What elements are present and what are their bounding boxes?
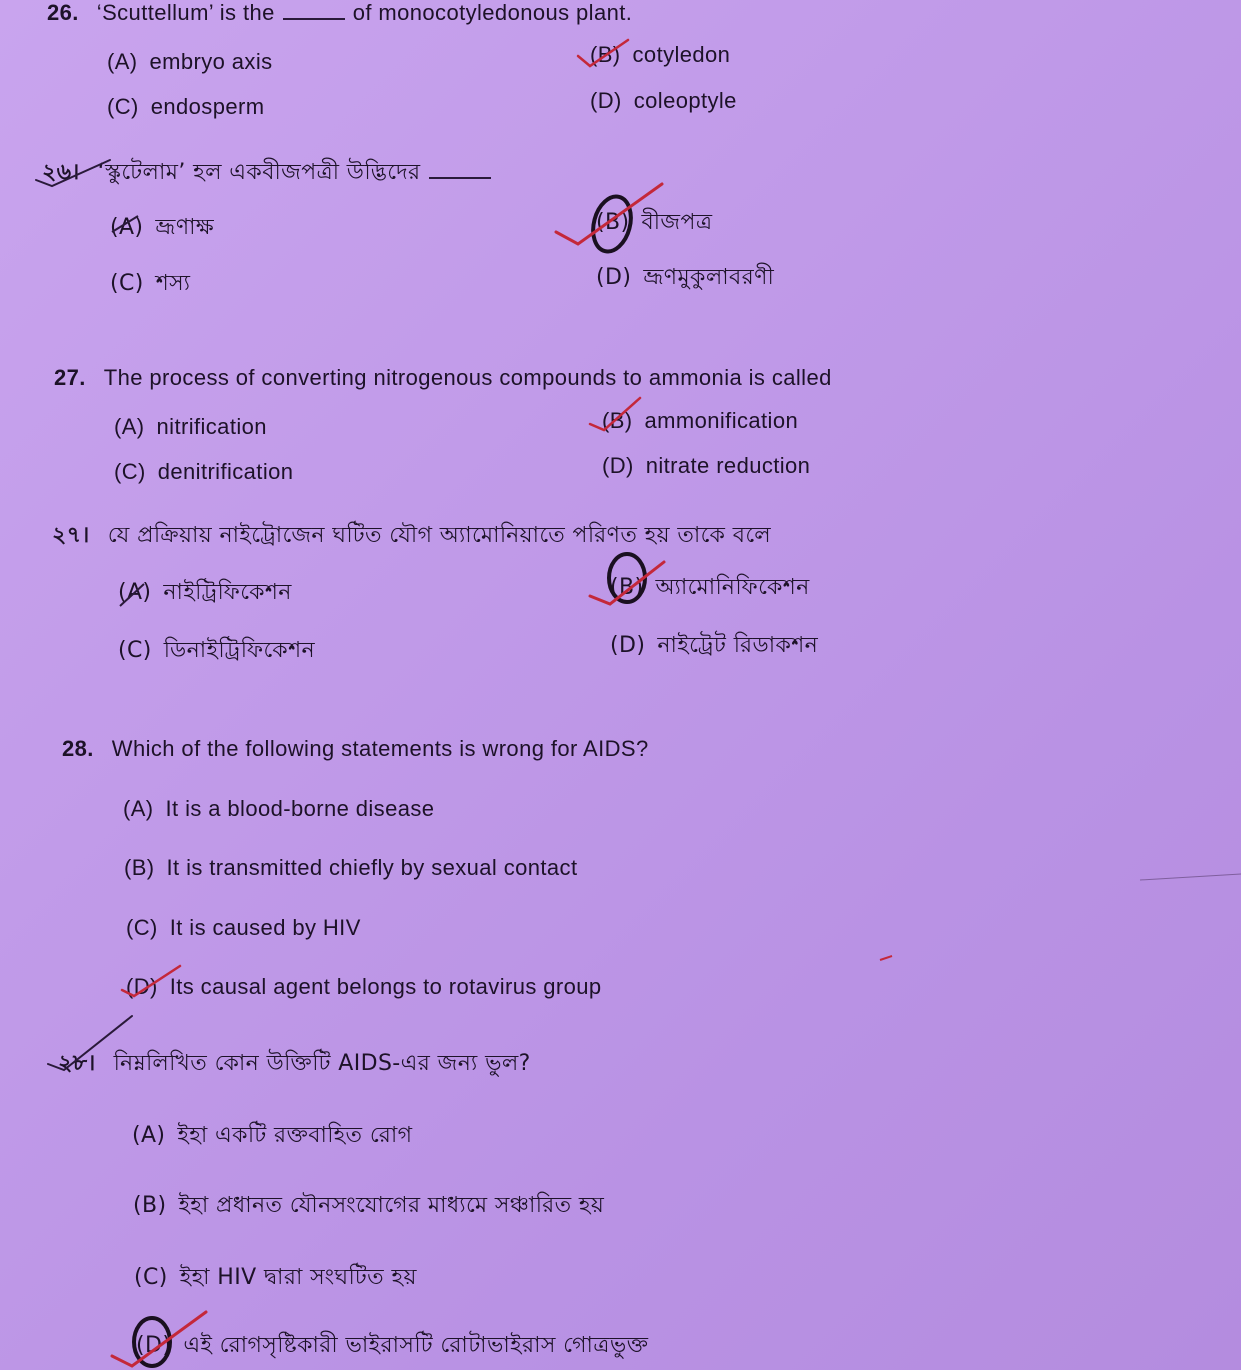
question-number: ২৮। — [58, 1051, 96, 1076]
option-c: (C) ডিনাইট্রিফিকেশন — [118, 638, 316, 663]
option-b: (B) ইহা প্রধানত যৌনসংযোগের মাধ্যমে সঞ্চারিত হয় — [133, 1193, 605, 1218]
question-27-bengali-stem: ২৭। যে প্রক্রিয়ায় নাইট্রোজেন ঘটিত যৌগ অ্যামোনিয়াতে পরিণত হয় তাকে বলে — [52, 518, 771, 555]
option-a: (A) It is a blood-borne disease — [123, 796, 435, 821]
answer-blank — [283, 18, 345, 20]
question-number: 28. — [62, 736, 94, 761]
question-27-stem: 27. The process of converting nitrogenous compounds to ammonia is called — [54, 365, 832, 390]
question-number: ২৭। — [52, 523, 90, 548]
question-number: 26. — [47, 0, 79, 25]
option-c: (C) denitrification — [114, 459, 294, 484]
option-a: (A) embryo axis — [107, 49, 273, 74]
question-26-stem: 26. ‘Scuttellum’ is the of monocotyledonous plant. — [47, 0, 633, 25]
question-26-bengali-stem: ২৬। ‘স্কুটেলাম’ হল একবীজপত্রী উদ্ভিদের — [42, 155, 499, 192]
option-d: (D) Its causal agent belongs to rotavirus group — [126, 974, 602, 999]
answer-blank — [429, 177, 491, 179]
option-b: (B) অ্যামোনিফিকেশন — [610, 575, 810, 600]
question-28-stem: 28. Which of the following statements is wrong for AIDS? — [62, 736, 649, 761]
option-d: (D) coleoptyle — [590, 88, 737, 113]
stray-pen-mark-icon — [880, 956, 892, 960]
stray-pen-mark-icon — [1140, 874, 1241, 880]
option-c: (C) শস্য — [110, 271, 191, 296]
option-c: (C) ইহা HIV দ্বারা সংঘটিত হয় — [134, 1265, 417, 1290]
option-a: (A) ইহা একটি রক্তবাহিত রোগ — [132, 1123, 413, 1148]
option-a: (A) nitrification — [114, 414, 267, 439]
question-number: ২৬। — [42, 160, 80, 185]
option-b: (B) ammonification — [602, 408, 799, 433]
option-d: (D) নাইট্রেট রিডাকশন — [610, 633, 819, 658]
option-d: (D) এই রোগসৃষ্টিকারী ভাইরাসটি রোটাভাইরাস গোত্রভুক্ত — [136, 1333, 649, 1358]
bleed-through-text — [780, 40, 786, 63]
option-b: (B) cotyledon — [590, 42, 731, 67]
option-a: (A) নাইট্রিফিকেশন — [118, 580, 292, 605]
question-number: 27. — [54, 365, 86, 390]
question-28-bengali-stem: ২৮। নিম্নলিখিত কোন উক্তিটি AIDS-এর জন্য ভুল? — [58, 1046, 531, 1083]
option-b: (B) It is transmitted chiefly by sexual contact — [124, 855, 578, 880]
option-c: (C) It is caused by HIV — [126, 915, 361, 940]
option-c: (C) endosperm — [107, 94, 265, 119]
option-a: (A) ভ্রূণাক্ষ — [110, 215, 215, 240]
option-b: (B) বীজপত্র — [596, 210, 713, 235]
option-d: (D) ভ্রূণমুকুলাবরণী — [596, 265, 775, 290]
option-d: (D) nitrate reduction — [602, 453, 811, 478]
